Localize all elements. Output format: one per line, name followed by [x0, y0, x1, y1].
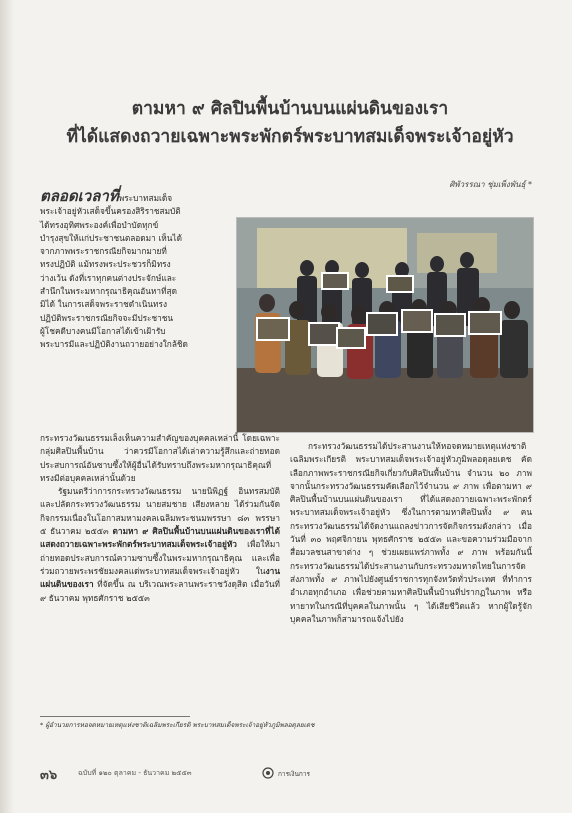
col1-line-5: ทรงปฏิบัติ แม้ทรงพระประชวรก็มิทรง — [40, 259, 171, 270]
publisher-logo — [262, 764, 352, 782]
title-line-1: ตามหา ๙ ศิลปินพื้นบ้านบนแผ่นดินของเรา — [131, 99, 449, 119]
article-title — [40, 95, 540, 151]
page-number: ๓๖ — [40, 768, 58, 783]
col1-paragraph-2 — [40, 485, 280, 605]
column-left-bottom — [40, 432, 280, 605]
event-photo — [236, 217, 534, 433]
col1-p2-bold-title: ตามหา ๙ ศิลปินพื้นบ้านบนแผ่นดินของเราที่ได้แสดงถวายเฉพาะพระพักตร์พระบาทสมเด็จพระเจ้าอยู่หัว — [40, 526, 280, 550]
col1-cont-paragraph: กระทรวงวัฒนธรรมเล็งเห็นความสำคัญของบุคคลเหล่านี้ โดยเฉพาะกลุ่มศิลปินพื้นบ้าน ว่าควรมีโอกาสได้เล่าความรู้สึกและถ่ายทอดประสบการณ์อันซาบซึ้งให้ผู้อื่นได้รับทราบถึงพระมหากรุณาธิคุณที่ทรงมีต่อบุคคลเหล่านั้นด้วย — [40, 433, 280, 483]
col1-line-1: พระเจ้าอยู่หัวเสด็จขึ้นครองสิริราชสมบัติ — [40, 206, 181, 217]
footnote-divider — [40, 716, 190, 717]
author-byline: ศิพัวรรณา ชุ่มเพ็งพันธุ์ * — [449, 180, 532, 189]
issue-info: ฉบับที่ ๑๒๐ ตุลาคม - ธันวาคม ๒๕๕๓ — [78, 769, 192, 777]
publisher-emblem-icon — [262, 767, 274, 779]
footnote: * ผู้อำนวยการหอจดหมายเหตุแห่งชาติเฉลิมพระเกียรติ พระบาทสมเด็จพระเจ้าอยู่หัวภูมิพลอดุลยเดช — [40, 721, 315, 729]
column-left-top — [40, 187, 230, 352]
col1-p2-text-e: ที่จัดขึ้น ณ บริเวณพระลานพระราชวังดุสิต เมื่อวันที่ ๙ ธันวาคม พุทธศักราช ๒๕๕๓ — [40, 579, 281, 603]
lead-word: ตลอดเวลาที่ — [40, 187, 119, 205]
publisher-name: การเงินการ — [278, 770, 310, 778]
col1-line-4: จากภาพพระราชกรณียกิจมากมายที่ — [40, 246, 167, 257]
col1-p2-text-a: รัฐมนตรีว่าการกระทรวงวัฒนธรรม นายนิพิฏฐ์ อินทรสมบัติ และปลัดกระทรวงวัฒนธรรม นายสมชาย เสียงหลาย ได้ร่วมกันจัดกิจกรรมเนื่องในโอกาสมหามงคลเฉลิมพระชนมพรรษา ๘๓ พรรษา ๕ ธันวาคม ๒๕๕๓ — [40, 486, 280, 537]
col2-paragraph-1: กระทรวงวัฒนธรรมได้ประสานงานให้หอจดหมายเหตุแห่งชาติเฉลิมพระเกียรติ พระบาทสมเด็จพระเจ้าอยู่หัวภูมิพลอดุลยเดช คัดเลือกภาพพระราชกรณียกิจเกี่ยวกับศิลปินพื้นบ้าน จำนวน ๒๐ ภาพ จากนั้นกระทรวงวัฒนธรรมคัดเลือกไว้จำนวน ๙ ภาพ เพื่อตามหา ๙ ศิลปินพื้นบ้านบนแผ่นดินของเรา ที่ได้แสดงถวายเฉพาะพระพักตร์พระบาทสมเด็จพระเจ้าอยู่หัว ซึ่งในการตามหาศิลปินทั้ง ๙ คน กระทรวงวัฒนธรรมได้จัดงานแถลงข่าวการจัดกิจกรรมดังกล่าว เมื่อวันที่ ๓๐ พฤศจิกายน พุทธศักราช ๒๕๕๓ และขอความร่วมมือจากสื่อมวลชนสาขาต่าง ๆ ช่วยเผยแพร่ภาพทั้ง ๙ ภาพ พร้อมกันนี้ กระทรวงวัฒนธรรมได้ประสานงานกับกระทรวงมหาดไทยในการจัดส่งภาพทั้ง ๙ ภาพไปยังศูนย์ราชการทุกจังหวัดทั่วประเทศ ที่ทำการอำเภอทุกอำเภอ เพื่อช่วยตามหาศิลปินพื้นบ้านที่ปรากฏในภาพ หรือทายาทในกรณีที่บุคคลในภาพนั้น ๆ ได้เสียชีวิตแล้ว หากผู้ใดรู้จักบุคคลในภาพก็สามารถแจ้งไปยัง — [290, 441, 532, 624]
col1-line-2: ได้ทรงอุทิศพระองค์เพื่อบำบัดทุกข์ — [40, 219, 159, 230]
col1-line-11: พระบารมีและปฏิบัติงานถวายอย่างใกล้ชิด — [40, 339, 188, 350]
column-right — [290, 440, 532, 626]
col1-line-8: มิได้ ในการเสด็จพระราชดำเนินทรง — [40, 299, 168, 310]
col1-line-0: พระบาทสมเด็จ — [118, 193, 173, 203]
col1-p2-text-c: เพื่อให้มาถ่ายทอดประสบการณ์ความซาบซึ้งในพระมหากรุณาธิคุณ และเพื่อร่วมถวายพระพรชัยมงคลแด่พระบาทสมเด็จพระเจ้าอยู่หัว ใน — [40, 539, 280, 576]
col1-line-7: สำนึกในพระมหากรุณาธิคุณอันหาที่สุด — [40, 286, 177, 297]
col1-line-6: ว่างเว้น ดังที่เราทุกคนต่างประจักษ์และ — [40, 272, 177, 283]
col1-line-3: บำรุงสุขให้แก่ประชาชนตลอดมา เห็นได้ — [40, 232, 182, 243]
title-line-2: ที่ได้แสดงถวายเฉพาะพระพักตร์พระบาทสมเด็จพระเจ้าอยู่หัว — [66, 127, 514, 147]
page-edge-shadow — [0, 0, 14, 813]
page-footer — [40, 764, 540, 782]
col1-line-9: ปฏิบัติพระราชกรณียกิจจะมีประชาชน — [40, 312, 174, 323]
col1-p2-bold-event: งานแผ่นดินของเรา — [40, 565, 280, 590]
col1-line-10: ผู้โชคดีบางคนมีโอกาสได้เข้าเฝ้ารับ — [40, 325, 166, 336]
